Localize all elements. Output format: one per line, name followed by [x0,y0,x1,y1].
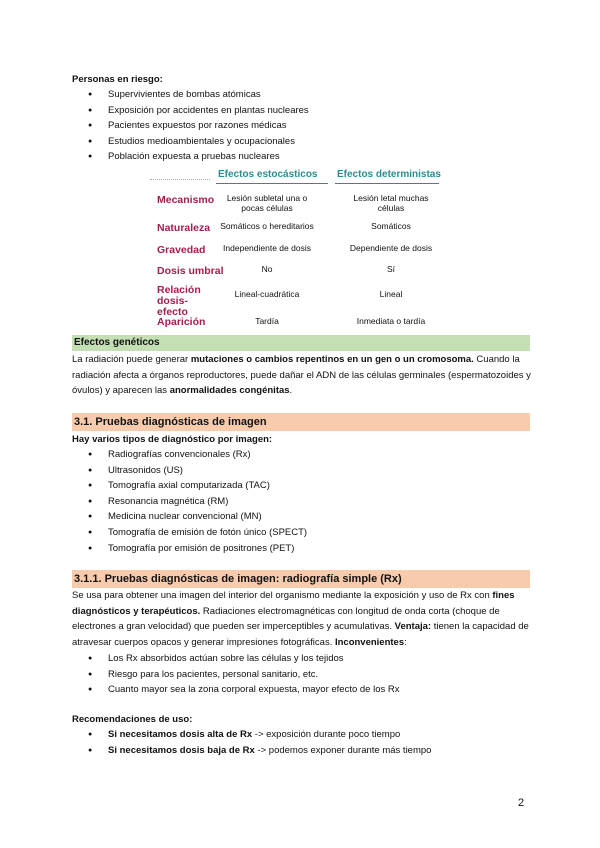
row-label-gravedad: Gravedad [157,244,206,256]
divider [150,179,210,180]
cell-deterministic: Inmediata o tardía [356,316,426,326]
cell-deterministic: Somáticos [371,221,411,231]
list-item: ● Tomografía axial computarizada (TAC) [72,478,307,494]
section-heading-genetic: Efectos genéticos [72,335,530,351]
divider [335,183,439,184]
cell-deterministic: Lineal [379,289,403,299]
list-item: ● Exposición por accidentes en plantas nucleares [72,103,309,119]
list-item: ● Radiografías convencionales (Rx) [72,447,307,463]
text-bold: fines diagnósticos y terapéuticos. [72,590,515,617]
risk-list [72,87,309,165]
section31-intro: Hay varios tipos de diagnóstico por imagen: [72,434,273,445]
text-bold: Inconvenientes [334,636,405,648]
list-item [72,743,431,759]
text: Radiaciones electromagnéticas con longitud de onda corta (choque de electrones a gran velocidad) que pueden ser imperceptibles y acumulativas. [72,605,500,632]
text: Se usa para obtener una imagen del interior del organismo mediante la exposición y uso de Rx con [72,590,493,601]
header-deterministic: Efectos deterministas [337,169,441,180]
header-stochastic: Efectos estocásticos [218,169,318,180]
section-heading-3-1: 3.1. Pruebas diagnósticas de imagen [72,413,530,431]
list-item: ● Medicina nuclear convencional (MN) [72,509,307,525]
row-label-dosis-umbral: Dosis umbral [157,265,224,277]
row-label-mecanismo: Mecanismo [157,194,215,206]
text-bold: Ventaja: [394,621,432,632]
drawbacks-list [72,651,400,698]
recommendations-heading: Recomendaciones de uso: [72,714,193,725]
text-bold: Si necesitamos dosis alta de Rx [108,729,253,740]
list-item: ● Ultrasonidos (US) [72,463,307,479]
section-heading-3-1-1: 3.1.1. Pruebas diagnósticas de imagen: radiografía simple (Rx) [72,570,530,588]
list-item: ● Tomografía por emisión de positrones (PET) [72,541,307,557]
text: . [289,385,293,396]
cell-stochastic: Lesión subletal una o pocas células [226,193,308,213]
cell-deterministic: Sí [386,264,396,274]
row-label-aparicion: Aparición [157,316,206,328]
list-item: ● Resonancia magnética (RM) [72,494,307,510]
text-bold: anormalidades congénitas [169,385,290,396]
list-item [72,727,431,743]
text: tienen la capacidad de atravesar cuerpos opacos y generar impresiones fotográficas. [72,621,529,648]
imaging-list [72,447,307,556]
divider [216,183,328,184]
text: : [404,636,407,648]
effects-comparison-figure [150,165,450,335]
text-bold: Si necesitamos dosis baja de Rx [108,744,255,756]
genetic-paragraph [72,352,532,399]
recommendations-list [72,727,431,758]
cell-stochastic: Somáticos o hereditarios [220,221,314,231]
list-item: ● Cuanto mayor sea la zona corporal expuesta, mayor efecto de los Rx [72,682,400,698]
text-bold: mutaciones o cambios repentinos en un gen o un cromosoma. [190,354,474,365]
text: La radiación puede generar [72,354,191,365]
list-item: ● Los Rx absorbidos actúan sobre las células y los tejidos [72,651,400,667]
list-item: ● Supervivientes de bombas atómicas [72,87,309,103]
list-item: ● Pacientes expuestos por razones médicas [72,118,309,134]
cell-stochastic: Tardía [255,316,279,326]
list-item: ● Población expuesta a pruebas nucleares [72,149,309,165]
cell-deterministic: Lesión letal muchas células [353,193,429,213]
list-item: ● Tomografía de emisión de fotón único (SPECT) [72,525,307,541]
list-item: ● Estudios medioambientales y ocupacionales [72,134,309,150]
cell-stochastic: Independiente de dosis [223,243,311,253]
row-label-relacion: Relación dosis-efecto [157,284,201,318]
list-item: ● Riesgo para los pacientes, personal sanitario, etc. [72,667,400,683]
risk-heading: Personas en riesgo: [72,74,163,85]
text: Cuando la radiación afecta a órganos reproductores, puede dañar el ADN de las células germinales (espermatozoides y óvulos) y aparecen las [72,354,531,396]
page-number: 2 [518,797,525,809]
cell-stochastic: Lineal-cuadrática [234,289,300,299]
row-label-naturaleza: Naturaleza [157,222,211,234]
cell-stochastic: No [261,264,273,274]
text: -> podemos exponer durante más tiempo [254,744,432,756]
rx-paragraph [72,588,532,650]
text: -> exposición durante poco tiempo [252,729,401,740]
cell-deterministic: Dependiente de dosis [349,243,433,253]
